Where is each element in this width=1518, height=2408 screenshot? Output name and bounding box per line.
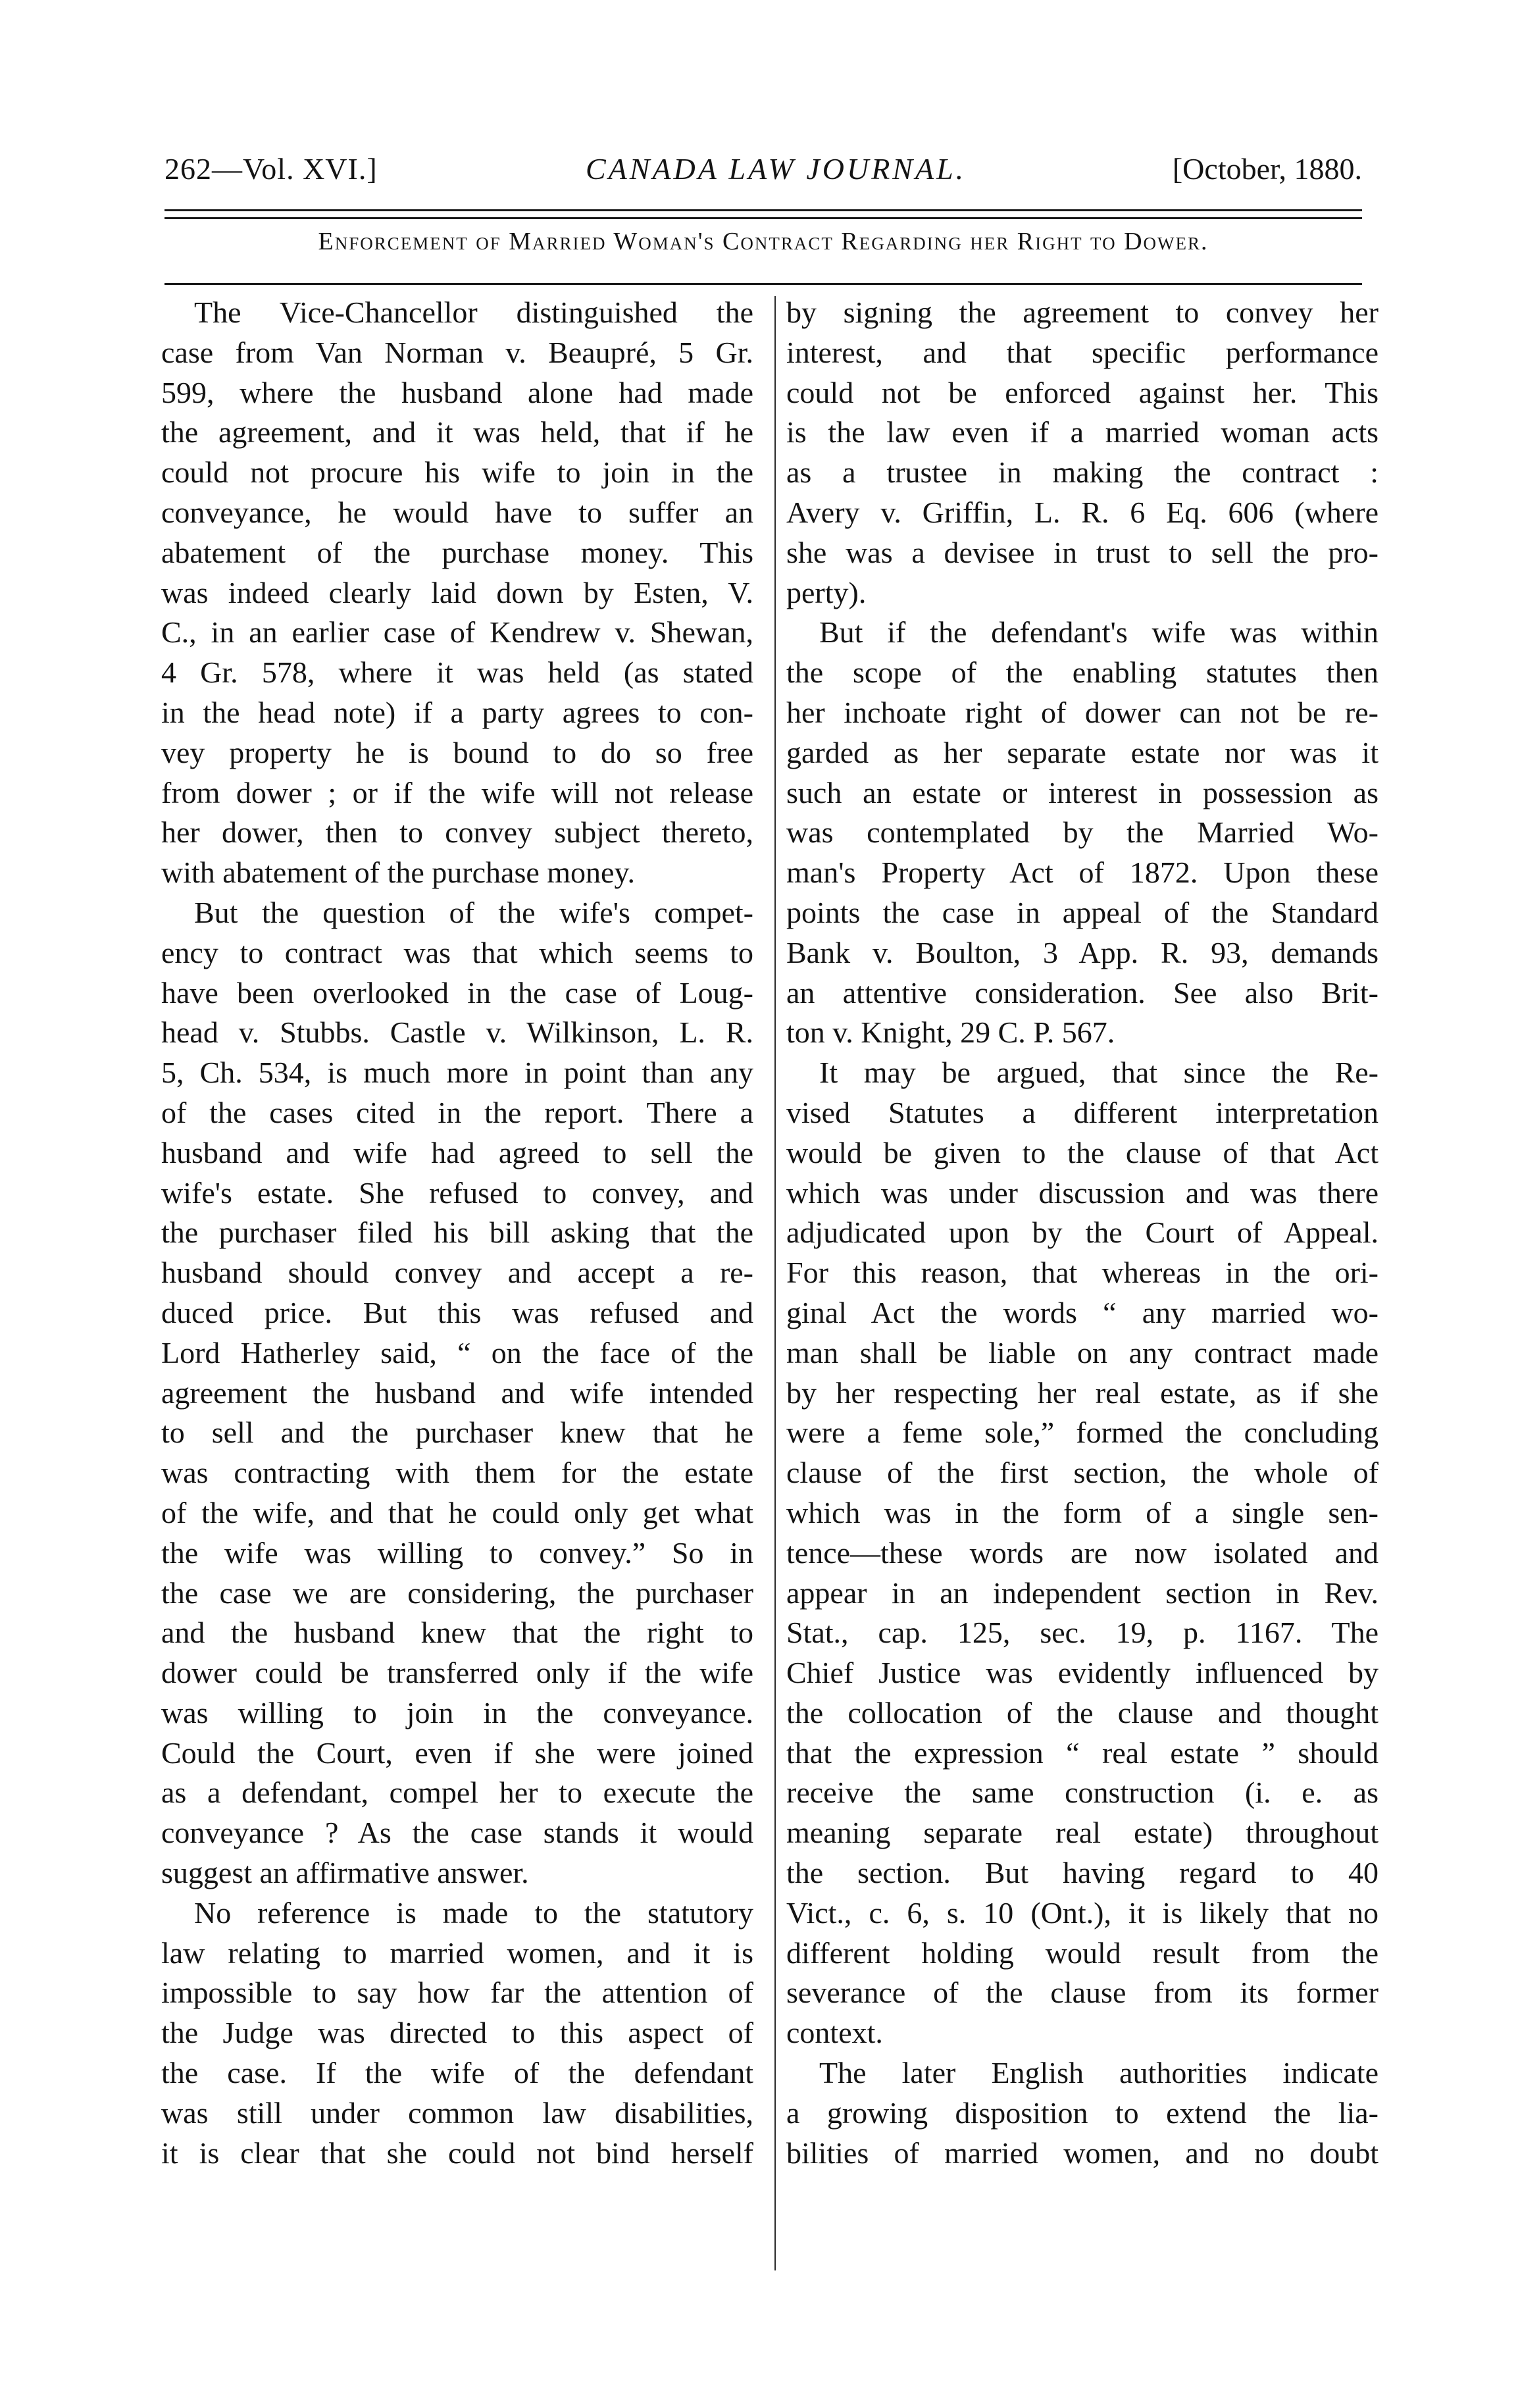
text-line: perty). — [786, 575, 867, 609]
text-line: bilities of married women, and no doubt — [786, 2136, 1379, 2170]
text-line: interest, and that specific performance — [786, 335, 1379, 369]
text-line: to sell and the purchaser knew that he — [161, 1416, 753, 1450]
text-line: Avery v. Griffin, L. R. 6 Eq. 606 (where — [786, 495, 1379, 529]
text-line: vised Statutes a different interpretation — [786, 1095, 1379, 1129]
text-line: severance of the clause from its former — [786, 1976, 1379, 2010]
text-line: of the cases cited in the report. There a — [161, 1095, 753, 1129]
text-line: Stat., cap. 125, sec. 19, p. 1167. The — [786, 1616, 1379, 1650]
text-line: which was in the form of a single sen- — [786, 1495, 1379, 1529]
text-line: meaning separate real estate) throughout — [786, 1816, 1379, 1850]
text-line: the section. But having regard to 40 — [786, 1856, 1379, 1890]
text-line: 5, Ch. 534, is much more in point than any — [161, 1056, 753, 1090]
running-head — [164, 151, 1362, 197]
text-line: conveyance ? As the case stands it would — [161, 1816, 753, 1850]
text-line: tence—these words are now isolated and — [786, 1535, 1379, 1570]
text-line: could not procure his wife to join in the — [161, 455, 753, 490]
text-line: appear in an independent section in Rev. — [786, 1575, 1379, 1610]
text-line: suggest an affirmative answer. — [161, 1856, 529, 1890]
section-title: Enforcement of Married Woman's Contract Regarding her Right to Dower. — [318, 228, 1209, 255]
text-line: husband should convey and accept a re- — [161, 1256, 753, 1290]
text-line: would be given to the clause of that Act — [786, 1135, 1379, 1169]
text-line: was willing to join in the conveyance. — [161, 1695, 753, 1729]
text-line: a growing disposition to extend the lia- — [786, 2095, 1379, 2130]
text-line: which was under discussion and was there — [786, 1175, 1379, 1210]
text-line: her inchoate right of dower can not be re- — [786, 695, 1379, 729]
text-line: conveyance, he would have to suffer an — [161, 495, 753, 529]
text-line: her dower, then to convey subject thereto, — [161, 815, 753, 850]
text-line: with abatement of the purchase money. — [161, 856, 635, 890]
text-line: an attentive consideration. See also Brit- — [786, 975, 1379, 1010]
text-line: For this reason, that whereas in the ori- — [786, 1256, 1379, 1290]
text-line: such an estate or interest in possession as — [786, 775, 1379, 809]
text-line: Could the Court, even if she were joined — [161, 1735, 753, 1770]
text-line: But the question of the wife's compet- — [194, 895, 753, 929]
text-line: it is clear that she could not bind herself — [161, 2136, 753, 2170]
text-line: man's Property Act of 1872. Upon these — [786, 856, 1379, 890]
text-line: case from Van Norman v. Beaupré, 5 Gr. — [161, 335, 753, 369]
header-rule-bottom — [164, 217, 1362, 219]
text-line: from dower ; or if the wife will not release — [161, 775, 753, 809]
text-line: 599, where the husband alone had made — [161, 375, 753, 409]
text-line: Lord Hatherley said, “ on the face of the — [161, 1335, 753, 1370]
text-line: garded as her separate estate nor was it — [786, 735, 1379, 769]
text-line: ency to contract was that which seems to — [161, 935, 753, 969]
text-line: Vict., c. 6, s. 10 (Ont.), it is likely that no — [786, 1895, 1379, 1930]
text-line: abatement of the purchase money. This — [161, 535, 753, 569]
text-line: by signing the agreement to convey her — [786, 295, 1379, 329]
text-line: the agreement, and it was held, that if he — [161, 415, 753, 449]
text-line: agreement the husband and wife intended — [161, 1375, 753, 1410]
text-line: she was a devisee in trust to sell the pro- — [786, 535, 1379, 569]
text-line: the collocation of the clause and thought — [786, 1695, 1379, 1729]
header-rule-top — [164, 209, 1362, 211]
text-line: is the law even if a married woman acts — [786, 415, 1379, 449]
right-column — [786, 293, 1379, 2173]
text-line: impossible to say how far the attention of — [161, 1976, 753, 2010]
text-line: Bank v. Boulton, 3 App. R. 93, demands — [786, 935, 1379, 969]
left-column — [161, 293, 753, 2173]
text-line: as a defendant, compel her to execute the — [161, 1776, 753, 1810]
text-line: were a feme sole,” formed the concluding — [786, 1416, 1379, 1450]
text-line: It may be argued, that since the Re- — [819, 1056, 1379, 1090]
text-line: that the expression “ real estate ” should — [786, 1735, 1379, 1770]
text-line: different holding would result from the — [786, 1935, 1379, 1970]
text-line: the case we are considering, the purchaser — [161, 1575, 753, 1610]
column-divider — [774, 296, 776, 2270]
text-line: But if the defendant's wife was within — [819, 615, 1379, 650]
text-line: ton v. Knight, 29 C. P. 567. — [786, 1015, 1115, 1050]
text-line: have been overlooked in the case of Loug- — [161, 975, 753, 1010]
text-line: wife's estate. She refused to convey, and — [161, 1175, 753, 1210]
text-line: head v. Stubbs. Castle v. Wilkinson, L. R. — [161, 1015, 753, 1050]
text-line: was contracting with them for the estate — [161, 1456, 753, 1490]
text-line: No reference is made to the statutory — [194, 1895, 753, 1930]
text-line: duced price. But this was refused and — [161, 1295, 753, 1329]
text-line: clause of the first section, the whole of — [786, 1456, 1379, 1490]
text-line: Chief Justice was evidently influenced by — [786, 1656, 1379, 1690]
text-line: could not be enforced against her. This — [786, 375, 1379, 409]
text-line: and the husband knew that the right to — [161, 1616, 753, 1650]
text-line: dower could be transferred only if the wife — [161, 1656, 753, 1690]
text-line: C., in an earlier case of Kendrew v. Shewan, — [161, 615, 753, 650]
text-line: the Judge was directed to this aspect of — [161, 2016, 753, 2050]
text-line: points the case in appeal of the Standard — [786, 895, 1379, 929]
text-line: husband and wife had agreed to sell the — [161, 1135, 753, 1169]
text-line: adjudicated upon by the Court of Appeal. — [786, 1216, 1379, 1250]
text-line: as a trustee in making the contract : — [786, 455, 1379, 490]
page-volume-label: 262—Vol. XVI.] — [164, 152, 378, 186]
journal-title: CANADA LAW JOURNAL. — [586, 152, 967, 186]
text-line: man shall be liable on any contract made — [786, 1335, 1379, 1370]
text-line: the scope of the enabling statutes then — [786, 655, 1379, 690]
text-line: by her respecting her real estate, as if she — [786, 1375, 1379, 1410]
text-line: The later English authorities indicate — [819, 2056, 1379, 2090]
text-line: was contemplated by the Married Wo- — [786, 815, 1379, 850]
text-line: ginal Act the words “ any married wo- — [786, 1295, 1379, 1329]
text-line: receive the same construction (i. e. as — [786, 1776, 1379, 1810]
text-line: vey property he is bound to do so free — [161, 735, 753, 769]
text-line: was indeed clearly laid down by Esten, V. — [161, 575, 753, 609]
text-line: of the wife, and that he could only get what — [161, 1495, 753, 1529]
text-line: 4 Gr. 578, where it was held (as stated — [161, 655, 753, 690]
text-line: the purchaser filed his bill asking that the — [161, 1216, 753, 1250]
text-line: the case. If the wife of the defendant — [161, 2056, 753, 2090]
text-line: context. — [786, 2016, 883, 2050]
text-line: law relating to married women, and it is — [161, 1935, 753, 1970]
text-line: The Vice-Chancellor distinguished the — [194, 295, 753, 329]
text-line: the wife was willing to convey.” So in — [161, 1535, 753, 1570]
section-rule — [164, 283, 1362, 285]
text-line: was still under common law disabilities, — [161, 2095, 753, 2130]
issue-date: [October, 1880. — [1172, 152, 1362, 186]
text-line: in the head note) if a party agrees to con- — [161, 695, 753, 729]
